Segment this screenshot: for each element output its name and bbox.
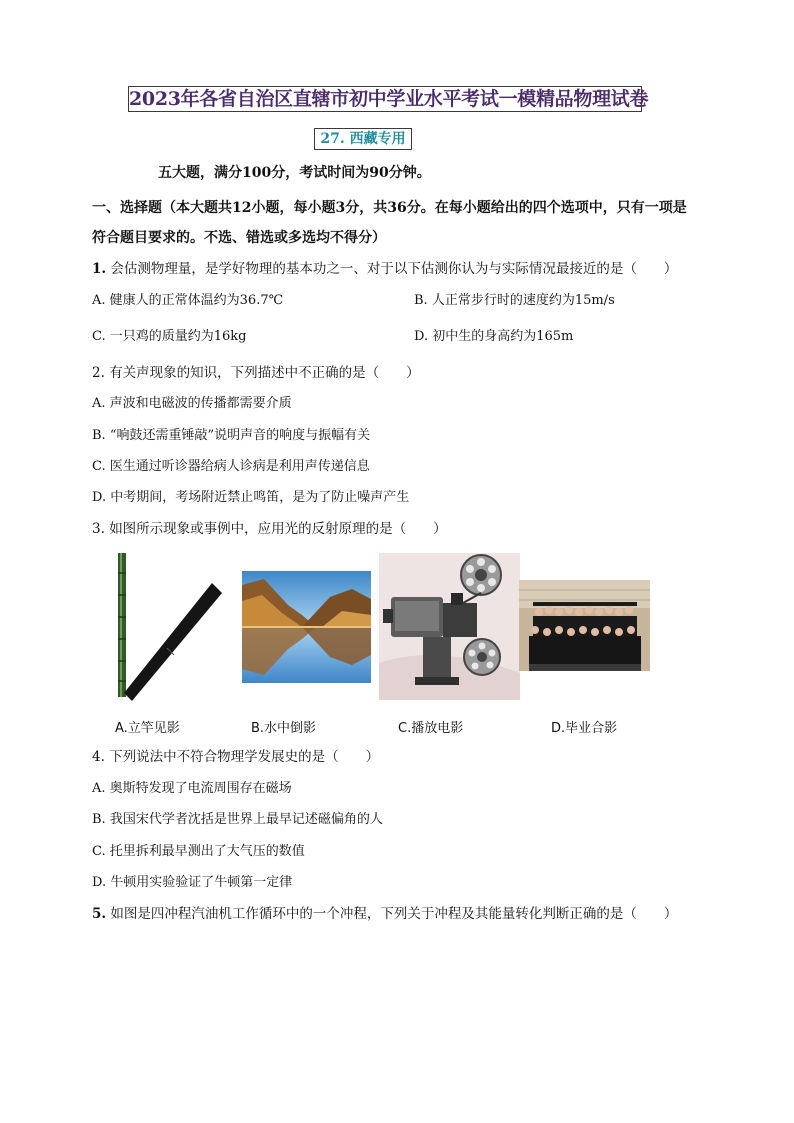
q2-option-b: B. “响鼓还需重锤敲”说明声音的响度与振幅有关 — [92, 428, 371, 443]
q1-option-a: A. 健康人的正常体温约为36.7℃ — [92, 293, 284, 308]
question-3 — [92, 520, 447, 538]
q1-option-d: D. 初中生的身高约为165m — [414, 329, 574, 344]
section-heading-line2: 符合题目要求的。不选、错选或多选均不得分） — [92, 230, 386, 246]
graduation-photo-image — [519, 580, 650, 671]
question-stem: 下列说法中不符合物理学发展史的是（ ） — [109, 749, 380, 765]
question-number: 1. — [92, 261, 107, 277]
question-number: 3. — [92, 521, 105, 537]
film-projector-image — [379, 553, 520, 700]
q3-caption-a: A.立竿见影 — [115, 721, 180, 736]
pole-shadow-image — [112, 553, 226, 701]
q4-option-b: B. 我国宋代学者沈括是世界上最早记述磁偏角的人 — [92, 812, 383, 827]
section-heading-line1: 一、选择题（本大题共12小题，每小题3分，共36分。在每小题给出的四个选项中，只有一项是 — [92, 200, 687, 216]
exam-intro: 五大题，满分100分，考试时间为90分钟。 — [158, 165, 431, 181]
question-1 — [92, 260, 677, 278]
question-stem: 如图是四冲程汽油机工作循环中的一个冲程，下列关于冲程及其能量转化判断正确的是（ ） — [110, 906, 678, 922]
q3-caption-b: B.水中倒影 — [251, 721, 317, 736]
q4-option-d: D. 牛顿用实验验证了牛顿第一定律 — [92, 875, 293, 890]
question-number: 4. — [92, 749, 105, 765]
q3-caption-c: C.播放电影 — [398, 721, 464, 736]
question-4 — [92, 748, 379, 766]
lake-reflection-image — [242, 571, 371, 683]
q1-option-b: B. 人正常步行时的速度约为15m/s — [414, 293, 615, 308]
question-stem: 会估测物理量，是学好物理的基本功之一、对于以下估测你认为与实际情况最接近的是（ ） — [110, 261, 678, 277]
q3-caption-d: D.毕业合影 — [551, 721, 618, 736]
q2-option-c: C. 医生通过听诊器给病人诊病是利用声传递信息 — [92, 459, 370, 474]
question-number: 2. — [92, 365, 105, 381]
question-number: 5. — [92, 906, 107, 922]
q1-option-c: C. 一只鸡的质量约为16kg — [92, 329, 247, 344]
exam-title: 2023年各省自治区直辖市初中学业水平考试一模精品物理试卷 — [129, 88, 649, 110]
q2-option-d: D. 中考期间，考场附近禁止鸣笛，是为了防止噪声产生 — [92, 490, 410, 505]
question-stem: 有关声现象的知识，下列描述中不正确的是（ ） — [109, 365, 420, 381]
exam-subtitle: 27. 西藏专用 — [314, 128, 412, 150]
question-2 — [92, 364, 420, 382]
q4-option-c: C. 托里拆利最早测出了大气压的数值 — [92, 844, 305, 859]
q2-option-a: A. 声波和电磁波的传播都需要介质 — [92, 396, 292, 411]
question-stem: 如图所示现象或事例中，应用光的反射原理的是（ ） — [109, 521, 447, 537]
question-5 — [92, 905, 677, 923]
q4-option-a: A. 奥斯特发现了电流周围存在磁场 — [92, 781, 292, 796]
